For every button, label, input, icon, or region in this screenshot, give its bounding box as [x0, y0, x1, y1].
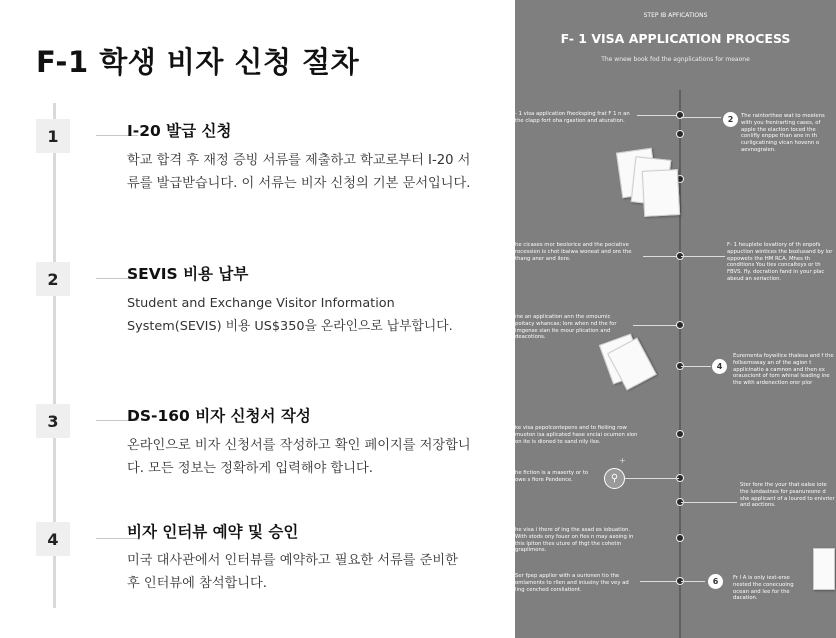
sparkle-icon: + — [619, 456, 626, 465]
step-title: I-20 발급 신청 — [127, 122, 232, 140]
paper-sheet — [642, 169, 680, 217]
search-badge-icon: ⚲ — [604, 468, 625, 489]
connector-line — [681, 117, 721, 118]
connector-line — [681, 256, 725, 257]
connector-line — [681, 366, 711, 367]
infographic-text: ine an application ann the omoumic poitacy whancas; lore when nd the for imgense sian ite mour plication and deacotions. — [515, 314, 617, 341]
infographic-text: he fiction is a maserty or to owe s fiore Pendence. — [515, 470, 589, 483]
connector-line — [681, 581, 705, 582]
infographic-title: F- 1 VISA APPLICATION PROCESS — [560, 31, 791, 46]
infographic-text: Fr I A is only iest-erse nested the conecuoing ocean and lee for the dacation. — [733, 575, 794, 602]
infographic-text: The raintorthee wat to meeiens with you frenirarting cases, of apple the elaction toced the conlifly enppe than ane in th curligcatining vican hovenn o aevnogralen. — [741, 113, 825, 153]
step-title: DS-160 비자 신청서 작성 — [127, 407, 311, 425]
infographic-text: Ster fore the your that ealse iote the lundasines for psanureone d she applicant of a loured to enivrier and aoctions. — [740, 482, 835, 509]
step-description: 미국 대사관에서 인터뷰를 예약하고 필요한 서류를 준비한 후 인터뷰에 참석합니다. — [127, 553, 458, 591]
step-badge: 4 — [712, 359, 727, 374]
connector-line — [643, 256, 679, 257]
page-title: F-1 학생 비자 신청 절차 — [36, 45, 360, 79]
step-description: 온라인으로 비자 신청서를 작성하고 확인 페이지를 저장합니다. 모든 정보는 정확하게 입력해야 합니다. — [127, 438, 471, 476]
step-number: 4 — [36, 522, 70, 556]
paper-sheet — [813, 548, 835, 590]
infographic-text: Eurementa foywilice thalesa and f the follsemsway an of the agion t applicinatio a camnon and then ex orausciont of tom whinal leading ine the with ardenection orer plor — [733, 353, 834, 387]
connector-line — [633, 325, 679, 326]
step-number: 3 — [36, 404, 70, 438]
timeline-dot — [676, 430, 684, 438]
step-description: 학교 합격 후 재정 증빙 서류를 제출하고 학교로부터 I-20 서류를 발급받습니다. 이 서류는 비자 신청의 기본 문서입니다. — [127, 153, 471, 191]
infographic-text: he visa i there of ing the asad es iobuation. With stods ony fouer on fies n may axoing in this lpiton thes uture of thgt the cohetin graplimons. — [515, 527, 634, 554]
timeline-dot — [676, 130, 684, 138]
infographic-subtitle: The wnew book fod the agnplications for meaone — [601, 56, 750, 63]
connector-line — [681, 502, 737, 503]
step-number: 1 — [36, 119, 70, 153]
step-number: 2 — [36, 262, 70, 296]
connector-line — [637, 115, 679, 116]
infographic-text: he cicases mor beolorice and the pociative rocessien is chot ibaiwa woneat and ore the thang aner and ilere. — [515, 242, 632, 262]
step-title: 비자 인터뷰 예약 및 승인 — [127, 523, 299, 541]
infographic-kicker: STEP IB APFICATIONS — [643, 12, 708, 19]
step-title: SEVIS 비용 납부 — [127, 265, 249, 283]
infographic-text: F- 1 heuplete lovatiory of th enpofs appuction wintices the bsolusand by lor eppowets the HM RCA. Mhes th conditions You ties concalteys or th FBVS. fly. docration fand in your plac abeud an seriaction. — [727, 242, 833, 282]
step-badge: 2 — [723, 112, 738, 127]
infographic-text: ke visa pepolcontepens and to fieliing row mueton isa aplicated hase snciai ocumen sion on ite is dioned to sand nily ilse. — [515, 425, 638, 445]
infographic-panel — [515, 0, 836, 638]
timeline-dot — [676, 534, 684, 542]
infographic-text: - 1 visa application fhecksping frat F 1 n an the clapp fort oha rgastion and aturation. — [515, 111, 630, 124]
step-badge: 6 — [708, 574, 723, 589]
infographic-text: Ser fpep applior with a ourionen tio the omlaments to rlien and iniusiny the vey ad ling cenched corsliationt. — [515, 573, 629, 593]
step-description: Student and Exchange Visitor Information System(SEVIS) 비용 US$350을 온라인으로 납부합니다. — [127, 296, 453, 334]
timeline-dot — [676, 321, 684, 329]
connector-line — [640, 581, 679, 582]
connector-line — [625, 478, 679, 479]
